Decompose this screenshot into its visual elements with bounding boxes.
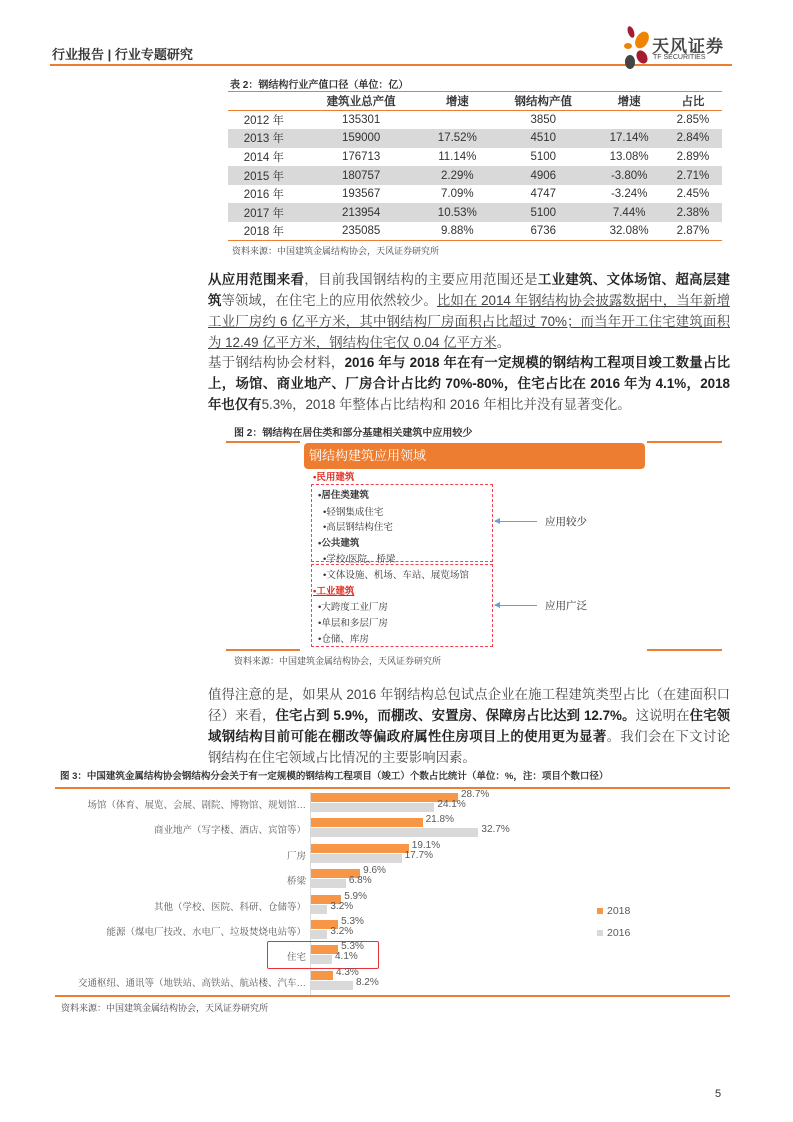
table-row [228,148,722,167]
logo-petals-icon [622,24,652,70]
data-label: 5.3% [341,916,364,927]
table-row [228,111,722,130]
table-cell: 159000 [300,129,423,148]
data-label: 24.1% [437,799,466,810]
data-label: 19.1% [411,839,441,851]
bar-2016 [311,828,478,837]
diagram-item: •轻钢集成住宅 [323,507,384,518]
table-cell: 5100 [530,150,557,163]
table-cell: 4906 [492,166,594,185]
figure2-caption: 图 2：钢结构在居住类和部分基建相关建筑中应用较少 [234,428,473,439]
category-label: 能源（煤电厂技改、水电厂、垃圾焚烧电站等） [106,927,306,938]
data-label: 32.7% [481,824,510,836]
table-header-cell [228,92,300,111]
table-cell: 2.71% [664,166,722,185]
table-header-cell: 增速 [594,92,663,111]
bar-2018 [311,818,423,827]
figure3-top-rule [55,787,730,789]
text-segment: 。 [496,335,511,350]
table-cell: 13.08% [609,150,649,163]
diagram-item: •文体设施、机场、车站、展览场馆 [323,570,469,581]
table-cell: 2013 年 [228,129,300,148]
diagram-item: •高层钢结构住宅 [323,522,393,533]
figure2-top-rule-left [226,441,300,443]
diagram-item: •公共建筑 [318,538,360,549]
legend-label: 2016 [607,927,631,939]
label-widely-used: 应用广泛 [545,600,587,612]
table-cell: 6736 [530,225,557,238]
bar-2018 [311,971,333,980]
paragraph-completion-share [208,352,730,415]
category-label: 住宅 [286,952,306,964]
data-label: 3.2% [330,900,354,912]
text-segment: 2016 年与 2018 年在有一定规模的钢结构工程项目竣工数量占比上，场馆、商业地产、厂房合计占比约 70%-80%，住宅占比在 2016 年为 4.1%，2018 年也仅有 [208,355,731,412]
legend-label: 2018 [607,905,631,917]
data-label: 5.9% [344,890,367,902]
bar-2016 [311,803,434,812]
text-segment: 从应用范围来看 [208,272,305,287]
figure2-source: 资料来源：中国建筑金属结构协会，天风证券研究所 [234,656,442,666]
company-logo [622,24,734,70]
table-cell: 5100 [492,203,594,222]
table-cell: 2.89% [676,150,710,163]
figure3-caption: 图 3：中国建筑金属结构协会钢结构分会关于有一定规模的钢结构工程项目（竣工）个数占比统计（单位：%，注：项目个数口径） [60,771,609,782]
table-cell: 11.14% [438,150,477,163]
text-segment: 住宅占到 5.9%，而棚改、安置房、保障房占比达到 12.7%。 [275,708,636,723]
header-title: 行业报告 | 行业专题研究 [52,47,193,62]
figure2-bottom-rule-right [647,649,722,651]
diagram-item: •民用建筑 [313,472,355,483]
data-label: 8.2% [355,976,379,988]
table-cell: 7.44% [594,203,663,222]
figure3-bottom-rule [55,995,730,997]
paragraph-application-scope [208,269,730,353]
table-cell: 2.84% [664,129,722,148]
table-cell: 235085 [341,225,381,238]
text-segment: 这说明在 [635,708,690,723]
text-segment: 基于钢结构协会材料， [208,355,345,370]
table-cell: 4747 [530,188,557,201]
data-label: 3.2% [330,926,354,937]
figure3-source: 资料来源：中国建筑金属结构协会，天风证券研究所 [61,1003,269,1013]
text-segment: 工业建筑、文体场馆、超高层建筑 [208,272,731,308]
data-label: 21.8% [425,814,454,826]
table-row [228,222,722,241]
category-label: 其他（学校、医院、科研、仓储等） [153,901,306,913]
text-segment: 值得注意的是，如果从 2016 年钢结构总包试点企业在施工程建筑类型占比（在建面积口径）来看， [208,687,730,723]
figure2-heading: 钢结构建筑应用领域 [304,443,645,469]
table-cell: 2012 年 [243,115,284,128]
table-cell: 176713 [341,150,381,163]
data-label: 28.7% [460,789,490,800]
category-label: 交通枢纽、通讯等（地铁站、高铁站、航站楼、汽车… [77,977,306,989]
table-cell [423,111,492,130]
table-cell: -3.80% [594,166,663,185]
data-label: 9.6% [363,865,386,877]
table-cell: 2016 年 [243,189,284,202]
table-cell: 193567 [341,188,381,201]
table-cell [594,111,663,130]
data-label: 6.8% [348,875,372,887]
figure2-top-rule-right [647,441,722,443]
text-segment: 5.3%，2018 年整体占比结构和 2016 年相比并没有显著变化。 [261,397,631,412]
table-cell: 2.87% [676,225,710,238]
text-segment: 。我们会在下文讨论钢结构在住宅领域占比情况的主要影响因素。 [208,729,731,765]
table-cell: 3850 [530,114,557,127]
logo-text-en: TF SECURITIES [653,54,706,61]
bar-2016 [311,981,353,990]
table-cell: 17.14% [594,129,663,148]
table-header-cell: 增速 [423,92,492,111]
table-cell: 213954 [300,203,423,222]
table-cell: 2014 年 [243,151,284,164]
diagram-item: •工业建筑 [313,586,355,597]
table-cell: 2017 年 [228,203,300,222]
diagram-item: •单层和多层厂房 [318,618,388,629]
table-cell: 4510 [492,129,594,148]
table-header-cell: 占比 [664,92,722,111]
diagram-item: •居住类建筑 [318,490,369,501]
paragraph-note [208,684,730,768]
data-label: 17.7% [404,849,433,861]
table-cell: -3.24% [610,188,648,201]
figure2-bottom-rule-left [226,649,300,651]
table-cell: 2018 年 [243,226,284,239]
data-label: 5.3% [341,941,364,953]
logo-text-cn: 天风证券 [652,37,724,56]
table-row [228,129,722,148]
table-header-cell: 建筑业总产值 [300,92,423,111]
data-label: 4.3% [336,966,359,978]
legend-swatch-2018 [597,908,603,914]
table-row [228,185,722,204]
table-cell: 135301 [341,114,381,127]
text-segment: 住宅领域钢结构目前可能在棚改等偏政府属性住房项目上的使用更为显著 [208,708,731,744]
arrow-left-icon [495,521,537,522]
bar-2016 [311,879,346,888]
table-cell: 2.38% [664,203,722,222]
text-segment: 比如在 2014 年钢结构协会披露数据中，当年新增工业厂房约 6 亿平方米，其中钢结构厂房面积占比超过 70%；而当年开工住宅建筑面积为 12.49 亿平方米，钢结构住宅仅 0.04 亿平方米 [208,293,731,350]
category-label: 桥梁 [286,876,306,888]
table-header-cell: 钢结构产值 [492,92,594,111]
table2-caption: 表 2：钢结构行业产值口径（单位：亿） [230,80,409,91]
highlight-box [267,941,379,969]
table-cell: 10.53% [423,203,492,222]
table-cell: 17.52% [423,129,492,148]
bar-2016 [311,905,327,914]
bar-2016 [311,854,402,863]
category-label: 场馆（体育、展览、会展、剧院、博物馆、规划馆… [87,800,306,811]
label-less-used: 应用较少 [545,516,587,528]
category-label: 厂房 [286,850,306,862]
table-cell: 32.08% [609,225,649,238]
arrow-left-icon [495,605,537,606]
table-cell: 9.88% [441,225,474,238]
table-cell: 2.85% [676,114,710,127]
diagram-item: •学校/医院、桥梁 [323,554,396,565]
table-cell: 2.45% [676,188,710,201]
table-cell: 180757 [300,166,423,185]
bar-2018 [311,793,458,802]
page-number: 5 [715,1088,722,1100]
diagram-item: •仓储、库房 [318,634,369,645]
table-cell: 7.09% [441,188,474,201]
data-label: 4.1% [334,951,358,963]
table-cell: 2015 年 [228,166,300,185]
legend-swatch-2016 [597,930,603,936]
table2-source: 资料来源：中国建筑金属结构协会，天风证券研究所 [232,246,440,256]
category-label: 商业地产（写字楼、酒店、宾馆等） [153,825,306,837]
table-row [228,203,722,222]
table-row [228,166,722,185]
bar-2018 [311,844,409,853]
table2 [228,91,722,241]
diagram-item: •大跨度工业厂房 [318,602,388,613]
bar-2016 [311,930,327,939]
text-segment: 等领域，在住宅上的应用依然较少。 [221,293,437,308]
table-cell: 2.29% [423,166,492,185]
text-segment: ，目前我国钢结构的主要应用范围还是 [304,272,538,287]
